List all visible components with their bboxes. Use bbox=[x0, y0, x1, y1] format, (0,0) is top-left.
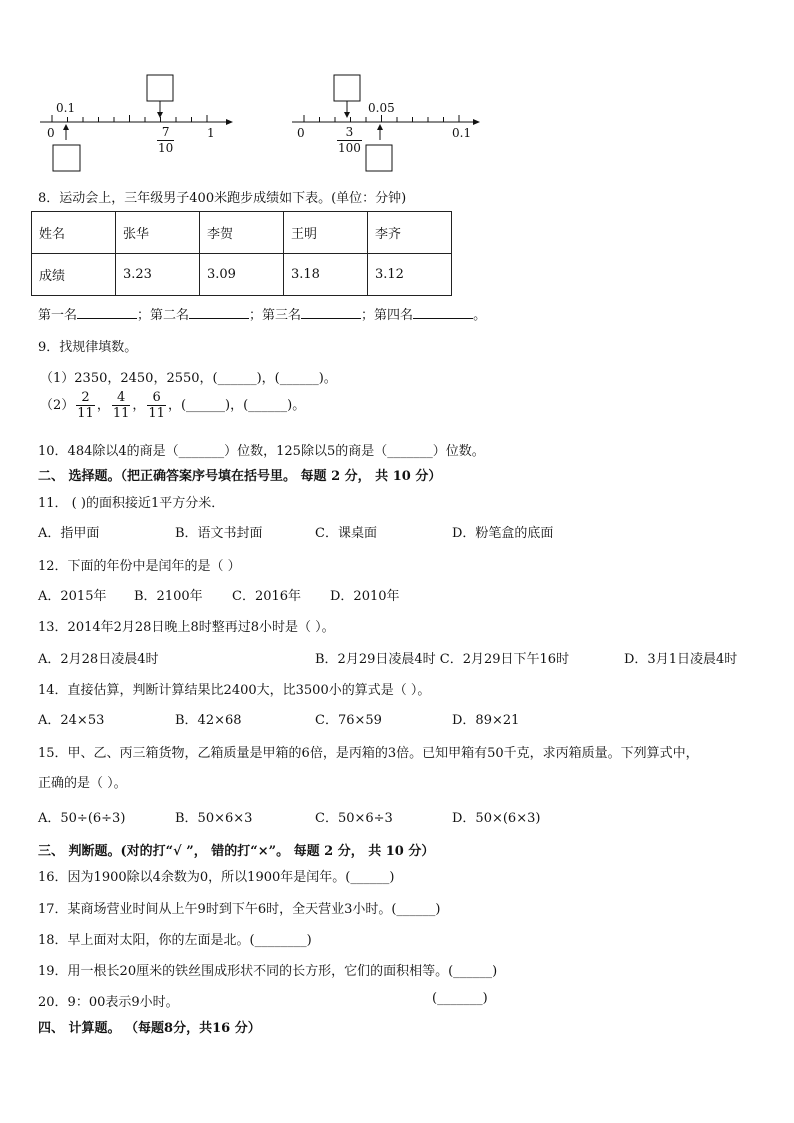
q15-option-a[interactable]: A．50÷(6÷3) bbox=[38, 811, 126, 826]
left-line-end-label: 1 bbox=[207, 126, 215, 140]
q15-text-line2: 正确的是（ ）。 bbox=[38, 776, 127, 791]
q11-option-a[interactable]: A．指甲面 bbox=[38, 526, 100, 541]
q17-text: 17．某商场营业时间从上午9时到下午6时，全天营业3小时。(______) bbox=[38, 902, 441, 917]
q20-answer-blank[interactable]: (_______) bbox=[432, 991, 488, 1006]
table-cell: 成绩 bbox=[32, 254, 116, 296]
table-row bbox=[32, 212, 452, 254]
q9-sub2-suffix: ，(______)，(______)。 bbox=[167, 398, 306, 413]
q9-sub2: （2） $\frac{2}{11}$ ， $\frac{4}{11}$ ， $\frac{6}{11}$ ，(______)，(______)。 bbox=[40, 390, 306, 421]
q11-option-c[interactable]: C．课桌面 bbox=[315, 526, 377, 541]
q20-text: 20．9：00表示9小时。 bbox=[38, 995, 179, 1010]
q18-text: 18．早上面对太阳，你的左面是北。(________) bbox=[38, 933, 312, 948]
rank-blank[interactable] bbox=[301, 318, 361, 319]
table-cell: 3.18 bbox=[284, 254, 368, 296]
q15-option-b[interactable]: B．50×6×3 bbox=[175, 811, 253, 826]
section-4-heading: 四、 计算题。 （每题8分，共16 分） bbox=[38, 1021, 261, 1036]
rank-label: 第一名 bbox=[38, 308, 78, 323]
q14-text: 14．直接估算，判断计算结果比2400大，比3500小的算式是（ ）。 bbox=[38, 683, 431, 698]
q15-text-line1: 15．甲、乙、丙三箱货物，乙箱质量是甲箱的6倍，是丙箱的3倍。已知甲箱有50千克，求丙箱质量。下列算式中， bbox=[38, 746, 699, 761]
number-line-right bbox=[288, 72, 488, 177]
score-table bbox=[31, 211, 452, 296]
q11-option-d[interactable]: D．粉笔盒的底面 bbox=[452, 526, 554, 541]
q12-option-d[interactable]: D．2010年 bbox=[330, 589, 400, 604]
answer-box-top-right[interactable] bbox=[334, 75, 360, 101]
rank-blank[interactable] bbox=[77, 318, 137, 319]
rank-end: 。 bbox=[473, 308, 487, 323]
q14-option-d[interactable]: D．89×21 bbox=[452, 713, 520, 728]
answer-box-bottom-right[interactable] bbox=[366, 145, 392, 171]
q13-option-a[interactable]: A．2月28日凌晨4时 bbox=[38, 652, 159, 667]
q13-option-bc[interactable]: B．2月29日凌晨4时 C．2月29日下午16时 bbox=[315, 652, 570, 667]
rank-blank[interactable] bbox=[413, 318, 473, 319]
q10-text: 10．484除以4的商是（_______）位数，125除以5的商是（_______）位数。 bbox=[38, 444, 485, 459]
table-header-cell: 姓名 bbox=[32, 212, 116, 254]
q9-text: 9．找规律填数。 bbox=[38, 340, 138, 355]
rank-label: ；第四名 bbox=[361, 308, 414, 323]
rank-blank[interactable] bbox=[189, 318, 249, 319]
table-header-cell: 王明 bbox=[284, 212, 368, 254]
table-cell: 3.23 bbox=[116, 254, 200, 296]
q11-text: 11． ( )的面积接近1平方分米． bbox=[38, 496, 225, 511]
table-cell: 3.12 bbox=[368, 254, 452, 296]
answer-box-top-left[interactable] bbox=[147, 75, 173, 101]
q14-option-b[interactable]: B．42×68 bbox=[175, 713, 242, 728]
q19-text: 19．用一根长20厘米的铁丝围成形状不同的长方形，它们的面积相等。(______) bbox=[38, 964, 498, 979]
left-line-start-label: 0 bbox=[47, 126, 55, 140]
right-line-start-label: 0 bbox=[297, 126, 305, 140]
section-3-heading: 三、 判断题。(对的打“√ ”， 错的打“×”。 每题 2 分， 共 10 分） bbox=[38, 844, 435, 859]
q15-option-d[interactable]: D．50×(6×3) bbox=[452, 811, 541, 826]
q11-option-b[interactable]: B．语文书封面 bbox=[175, 526, 263, 541]
section-2-heading: 二、 选择题。（把正确答案序号填在括号里。 每题 2 分， 共 10 分） bbox=[38, 469, 442, 484]
table-cell: 3.09 bbox=[200, 254, 284, 296]
q8-text: 8．运动会上，三年级男子400米跑步成绩如下表。(单位：分钟) bbox=[38, 191, 407, 206]
q13-option-d[interactable]: D．3月1日凌晨4时 bbox=[624, 652, 738, 667]
number-line-left bbox=[30, 72, 250, 177]
left-line-top-label: 0.1 bbox=[56, 101, 76, 115]
q9-sub1: （1）2350，2450，2550，(______)，(______)。 bbox=[40, 371, 337, 386]
table-header-cell: 李齐 bbox=[368, 212, 452, 254]
table-header-cell: 张华 bbox=[116, 212, 200, 254]
q14-option-a[interactable]: A．24×53 bbox=[38, 713, 105, 728]
q12-text: 12．下面的年份中是闰年的是（ ） bbox=[38, 559, 241, 574]
rank-label: ；第三名 bbox=[249, 308, 302, 323]
q12-option-b[interactable]: B．2100年 bbox=[134, 589, 203, 604]
q12-option-a[interactable]: A．2015年 bbox=[38, 589, 107, 604]
q16-text: 16．因为1900除以4余数为0，所以1900年是闰年。(______) bbox=[38, 870, 395, 885]
table-header-cell: 李贺 bbox=[200, 212, 284, 254]
right-line-end-label: 0.1 bbox=[452, 126, 472, 140]
rank-label: ；第二名 bbox=[137, 308, 190, 323]
q13-text: 13．2014年2月28日晚上8时整再过8小时是（ ）。 bbox=[38, 620, 335, 635]
q8-ranks bbox=[38, 304, 486, 323]
right-line-top-label: 0.05 bbox=[368, 101, 395, 115]
table-row bbox=[32, 254, 452, 296]
right-line-fraction: $\frac{3}{100}$ bbox=[338, 125, 361, 155]
q15-option-c[interactable]: C．50×6÷3 bbox=[315, 811, 393, 826]
q9-sub2-prefix: （2） bbox=[40, 398, 75, 413]
q14-option-c[interactable]: C．76×59 bbox=[315, 713, 382, 728]
left-line-fraction: $\frac{7}{10}$ bbox=[158, 125, 174, 155]
q12-option-c[interactable]: C．2016年 bbox=[232, 589, 302, 604]
answer-box-bottom-left[interactable] bbox=[53, 145, 80, 171]
